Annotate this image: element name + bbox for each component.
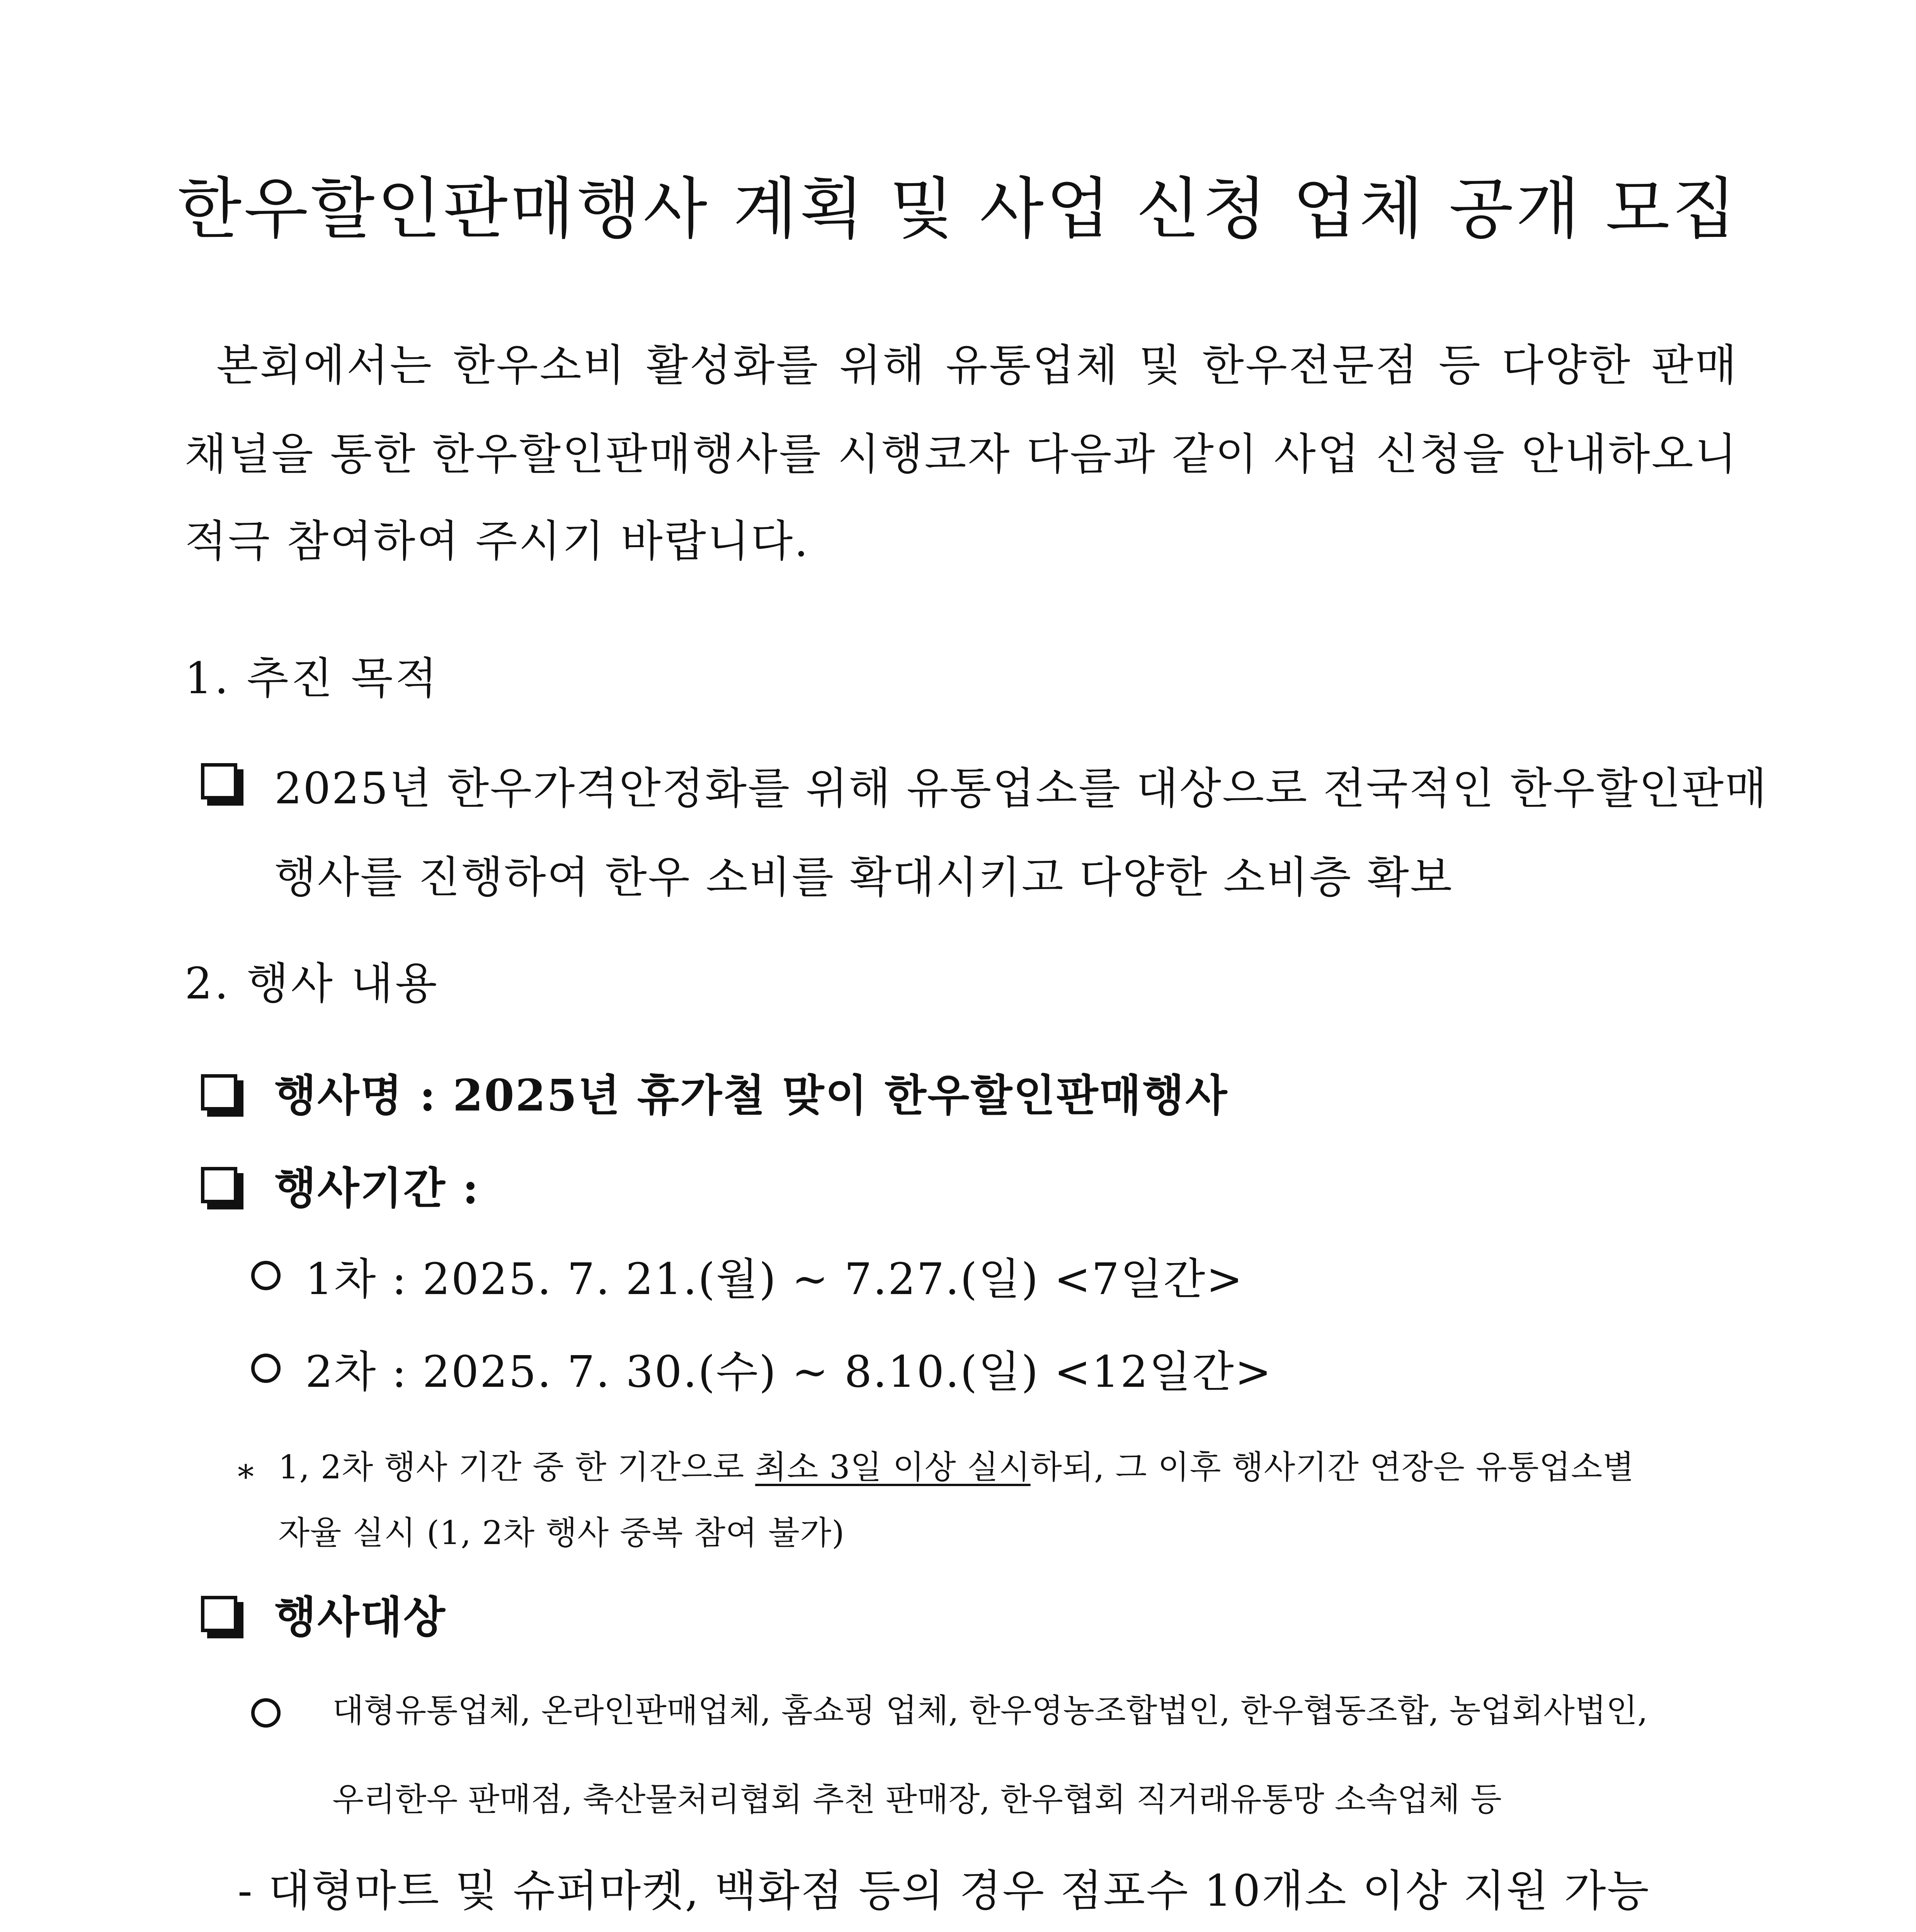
- period-1: 1차 : 2025. 7. 21.(월) ~ 7.27.(일) <7일간>: [305, 1254, 1244, 1304]
- checkbox-icon: [201, 1074, 237, 1111]
- section-1-heading: 1. 추진 목적: [185, 653, 439, 704]
- target-line-2: 우리한우 판매점, 축산물처리협회 추천 판매장, 한우협회 직거래유통망 소속업체 등: [332, 1781, 1502, 1818]
- condition-1: - 대형마트 및 슈퍼마켓, 백화점 등의 경우 점포수 10개소 이상 지원 가능: [238, 1866, 1650, 1916]
- circle-bullet-icon: [251, 1698, 281, 1728]
- note-text-pre: 1, 2차 행사 기간 중 한 기간으로: [278, 1448, 756, 1486]
- period-note-line-2: 자율 실시 (1, 2차 행사 중복 참여 불가): [278, 1514, 845, 1552]
- target-label: 행사대상: [274, 1592, 446, 1643]
- note-asterisk: *: [238, 1458, 254, 1496]
- event-period-label: 행사기간 :: [274, 1163, 480, 1214]
- purpose-line-1: 2025년 한우가격안정화를 위해 유통업소를 대상으로 전국적인 한우할인판매: [274, 764, 1768, 814]
- intro-line-1: 본회에서는 한우소비 활성화를 위해 유통업체 및 한우전문점 등 다양한 판매: [216, 340, 1738, 391]
- circle-bullet-icon: [251, 1261, 281, 1290]
- event-name: 행사명 : 2025년 휴가철 맞이 한우할인판매행사: [274, 1070, 1229, 1121]
- circle-bullet-icon: [251, 1354, 281, 1383]
- note-text-post: 하되, 그 이후 행사기간 연장은 유통업소별: [1030, 1448, 1635, 1486]
- note-underlined-text: 최소 3일 이상 실시: [755, 1448, 1031, 1486]
- document-title: 한우할인판매행사 계획 및 사업 신청 업체 공개 모집: [177, 170, 1739, 248]
- purpose-line-2: 행사를 진행하여 한우 소비를 확대시키고 다양한 소비층 확보: [274, 852, 1453, 903]
- checkbox-icon: [201, 1596, 237, 1632]
- checkbox-icon: [201, 763, 237, 799]
- checkbox-icon: [201, 1167, 237, 1203]
- period-2: 2차 : 2025. 7. 30.(수) ~ 8.10.(일) <12일간>: [305, 1347, 1273, 1397]
- intro-line-2: 채널을 통한 한우할인판매행사를 시행코자 다음과 같이 사업 신청을 안내하오니: [185, 429, 1738, 480]
- period-note-line-1: [278, 1448, 1635, 1486]
- section-2-heading: 2. 행사 내용: [185, 959, 439, 1009]
- target-line-1: 대형유통업체, 온라인판매업체, 홈쇼핑 업체, 한우영농조합법인, 한우협동조합, 농업회사법인,: [332, 1692, 1648, 1730]
- intro-line-3: 적극 참여하여 주시기 바랍니다.: [185, 516, 810, 566]
